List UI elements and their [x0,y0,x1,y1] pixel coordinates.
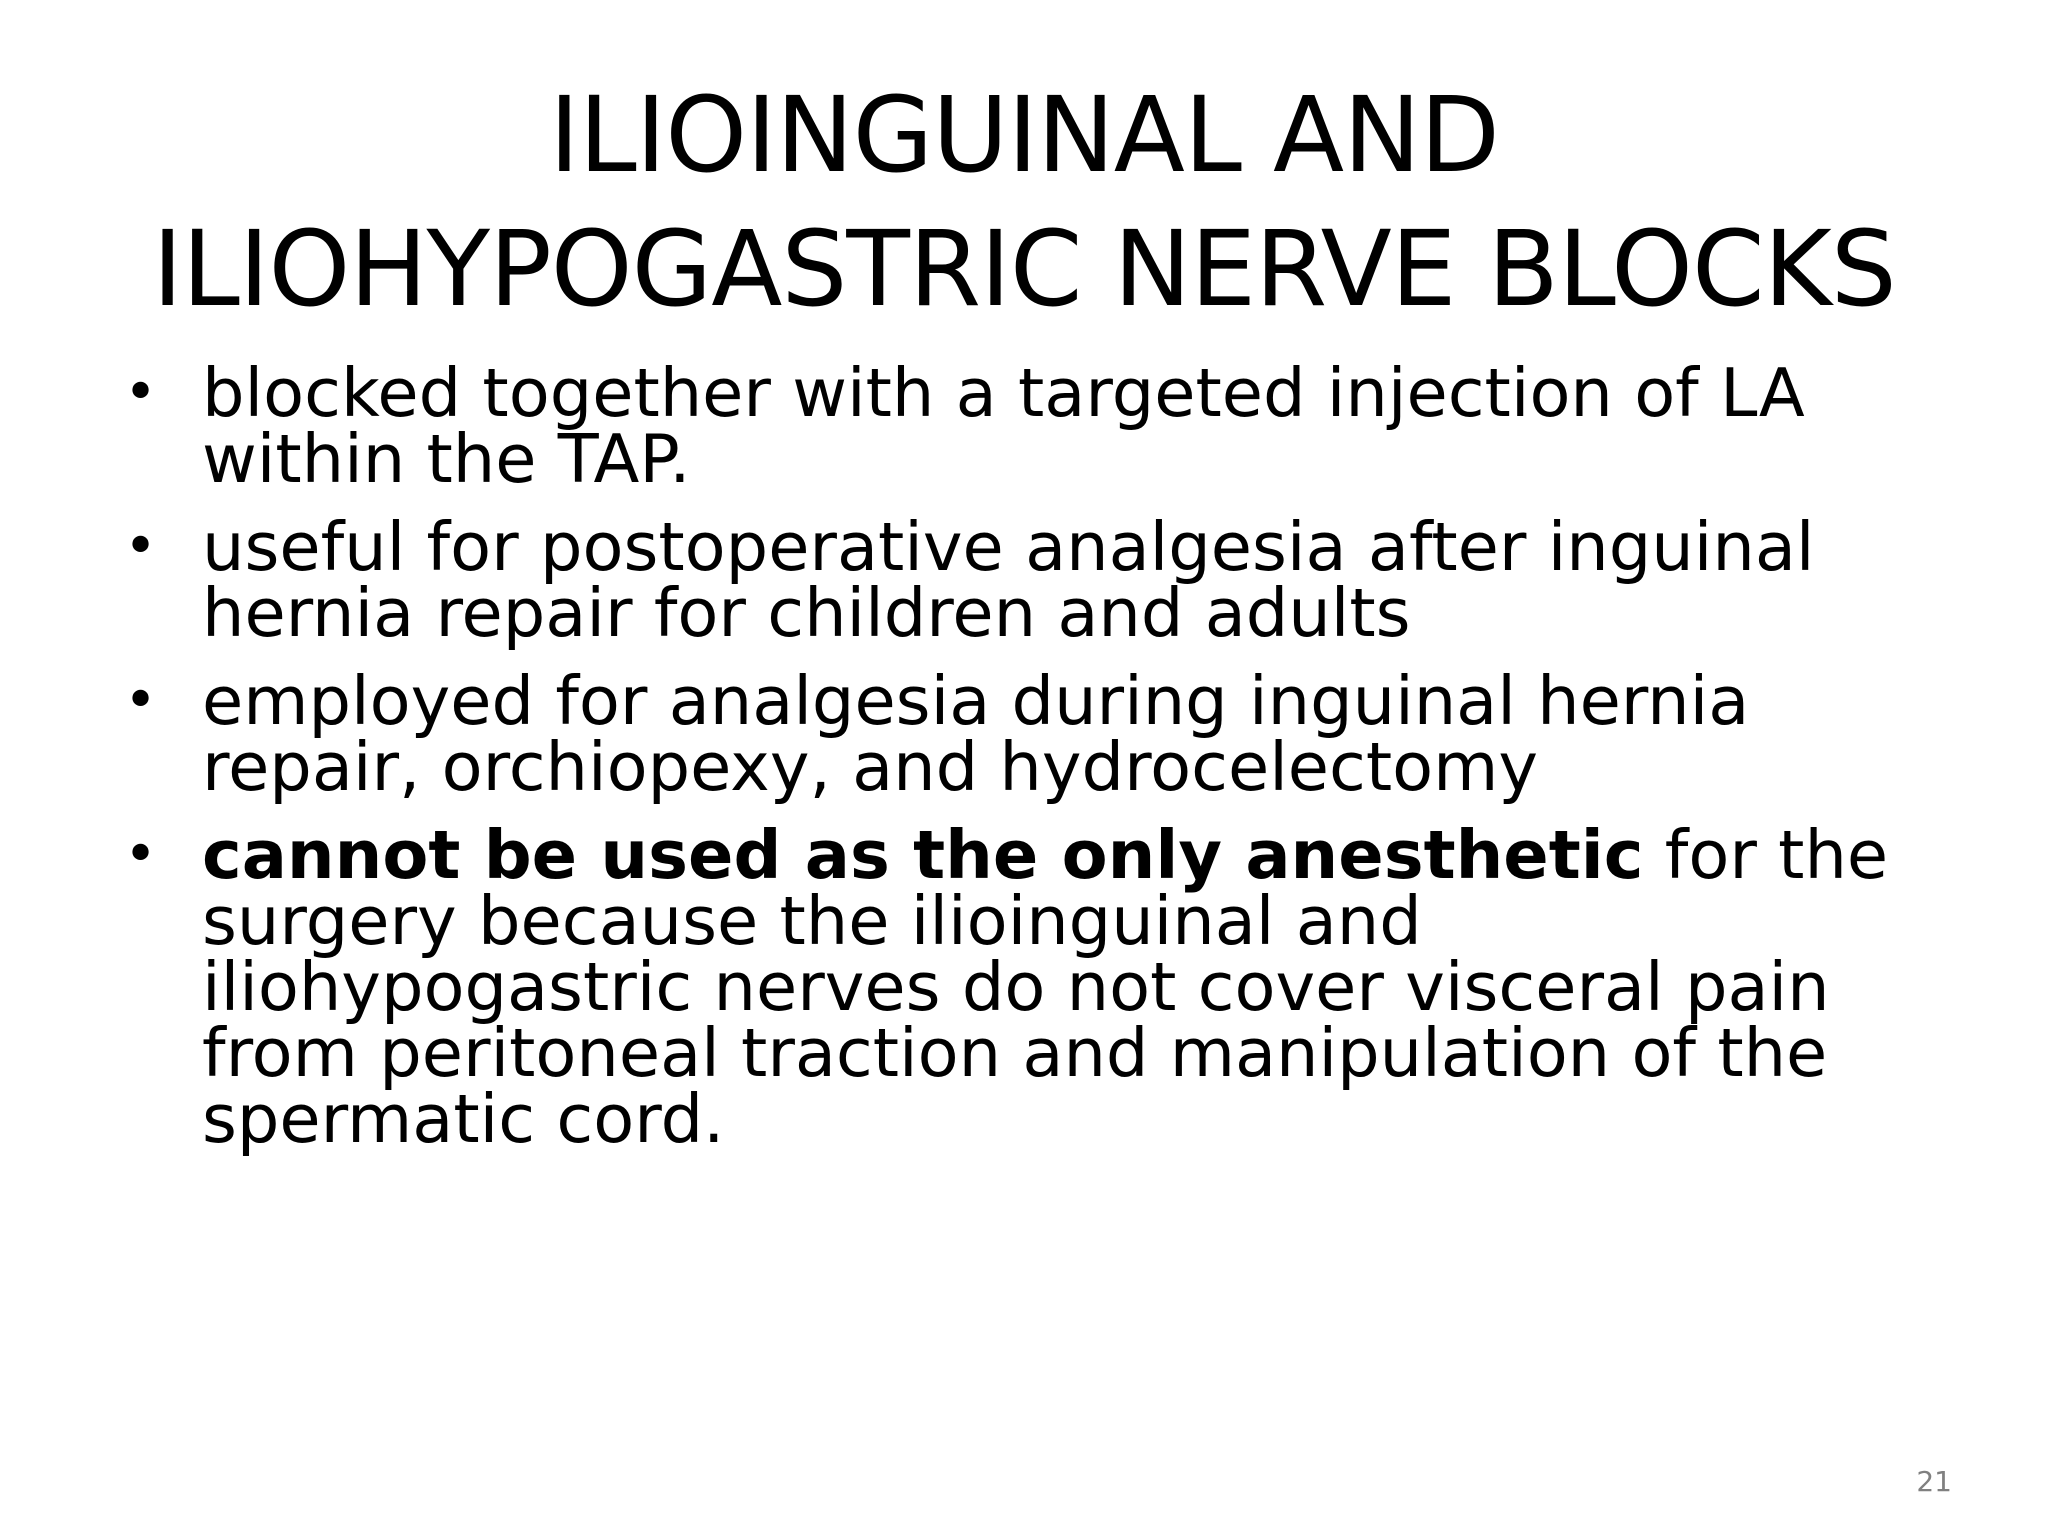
bullet-text: employed for analgesia during inguinal hernia repair, orchiopexy, and hydrocelectomy [202,662,1750,806]
bullet-text: useful for postoperative analgesia after inguinal hernia repair for children and adults [202,508,1815,652]
bullet-item [124,508,1924,652]
bullet-list [124,354,1924,1174]
page-number: 21 [1916,1465,1952,1498]
title-line-2: ILIOHYPOGASTRIC NERVE BLOCKS [152,208,1896,330]
bullet-text: blocked together with a targeted injection of LA within the TAP. [202,354,1805,498]
slide-title [100,68,1948,336]
bullet-text: for the surgery because the ilioinguinal and iliohypogastric nerves do not cover visceral pain from peritoneal traction and manipulation of the spermatic cord. [202,816,1889,1158]
bullet-icon: • [124,514,158,579]
bullet-item [124,662,1924,806]
bullet-icon: • [124,668,158,733]
bullet-icon: • [124,360,158,425]
bullet-bold-text: cannot be used as the only anesthetic [202,816,1644,894]
bullet-item [124,816,1924,1158]
bullet-icon: • [124,822,158,887]
title-line-1: ILIOINGUINAL AND [549,74,1499,196]
bullet-item [124,354,1924,498]
